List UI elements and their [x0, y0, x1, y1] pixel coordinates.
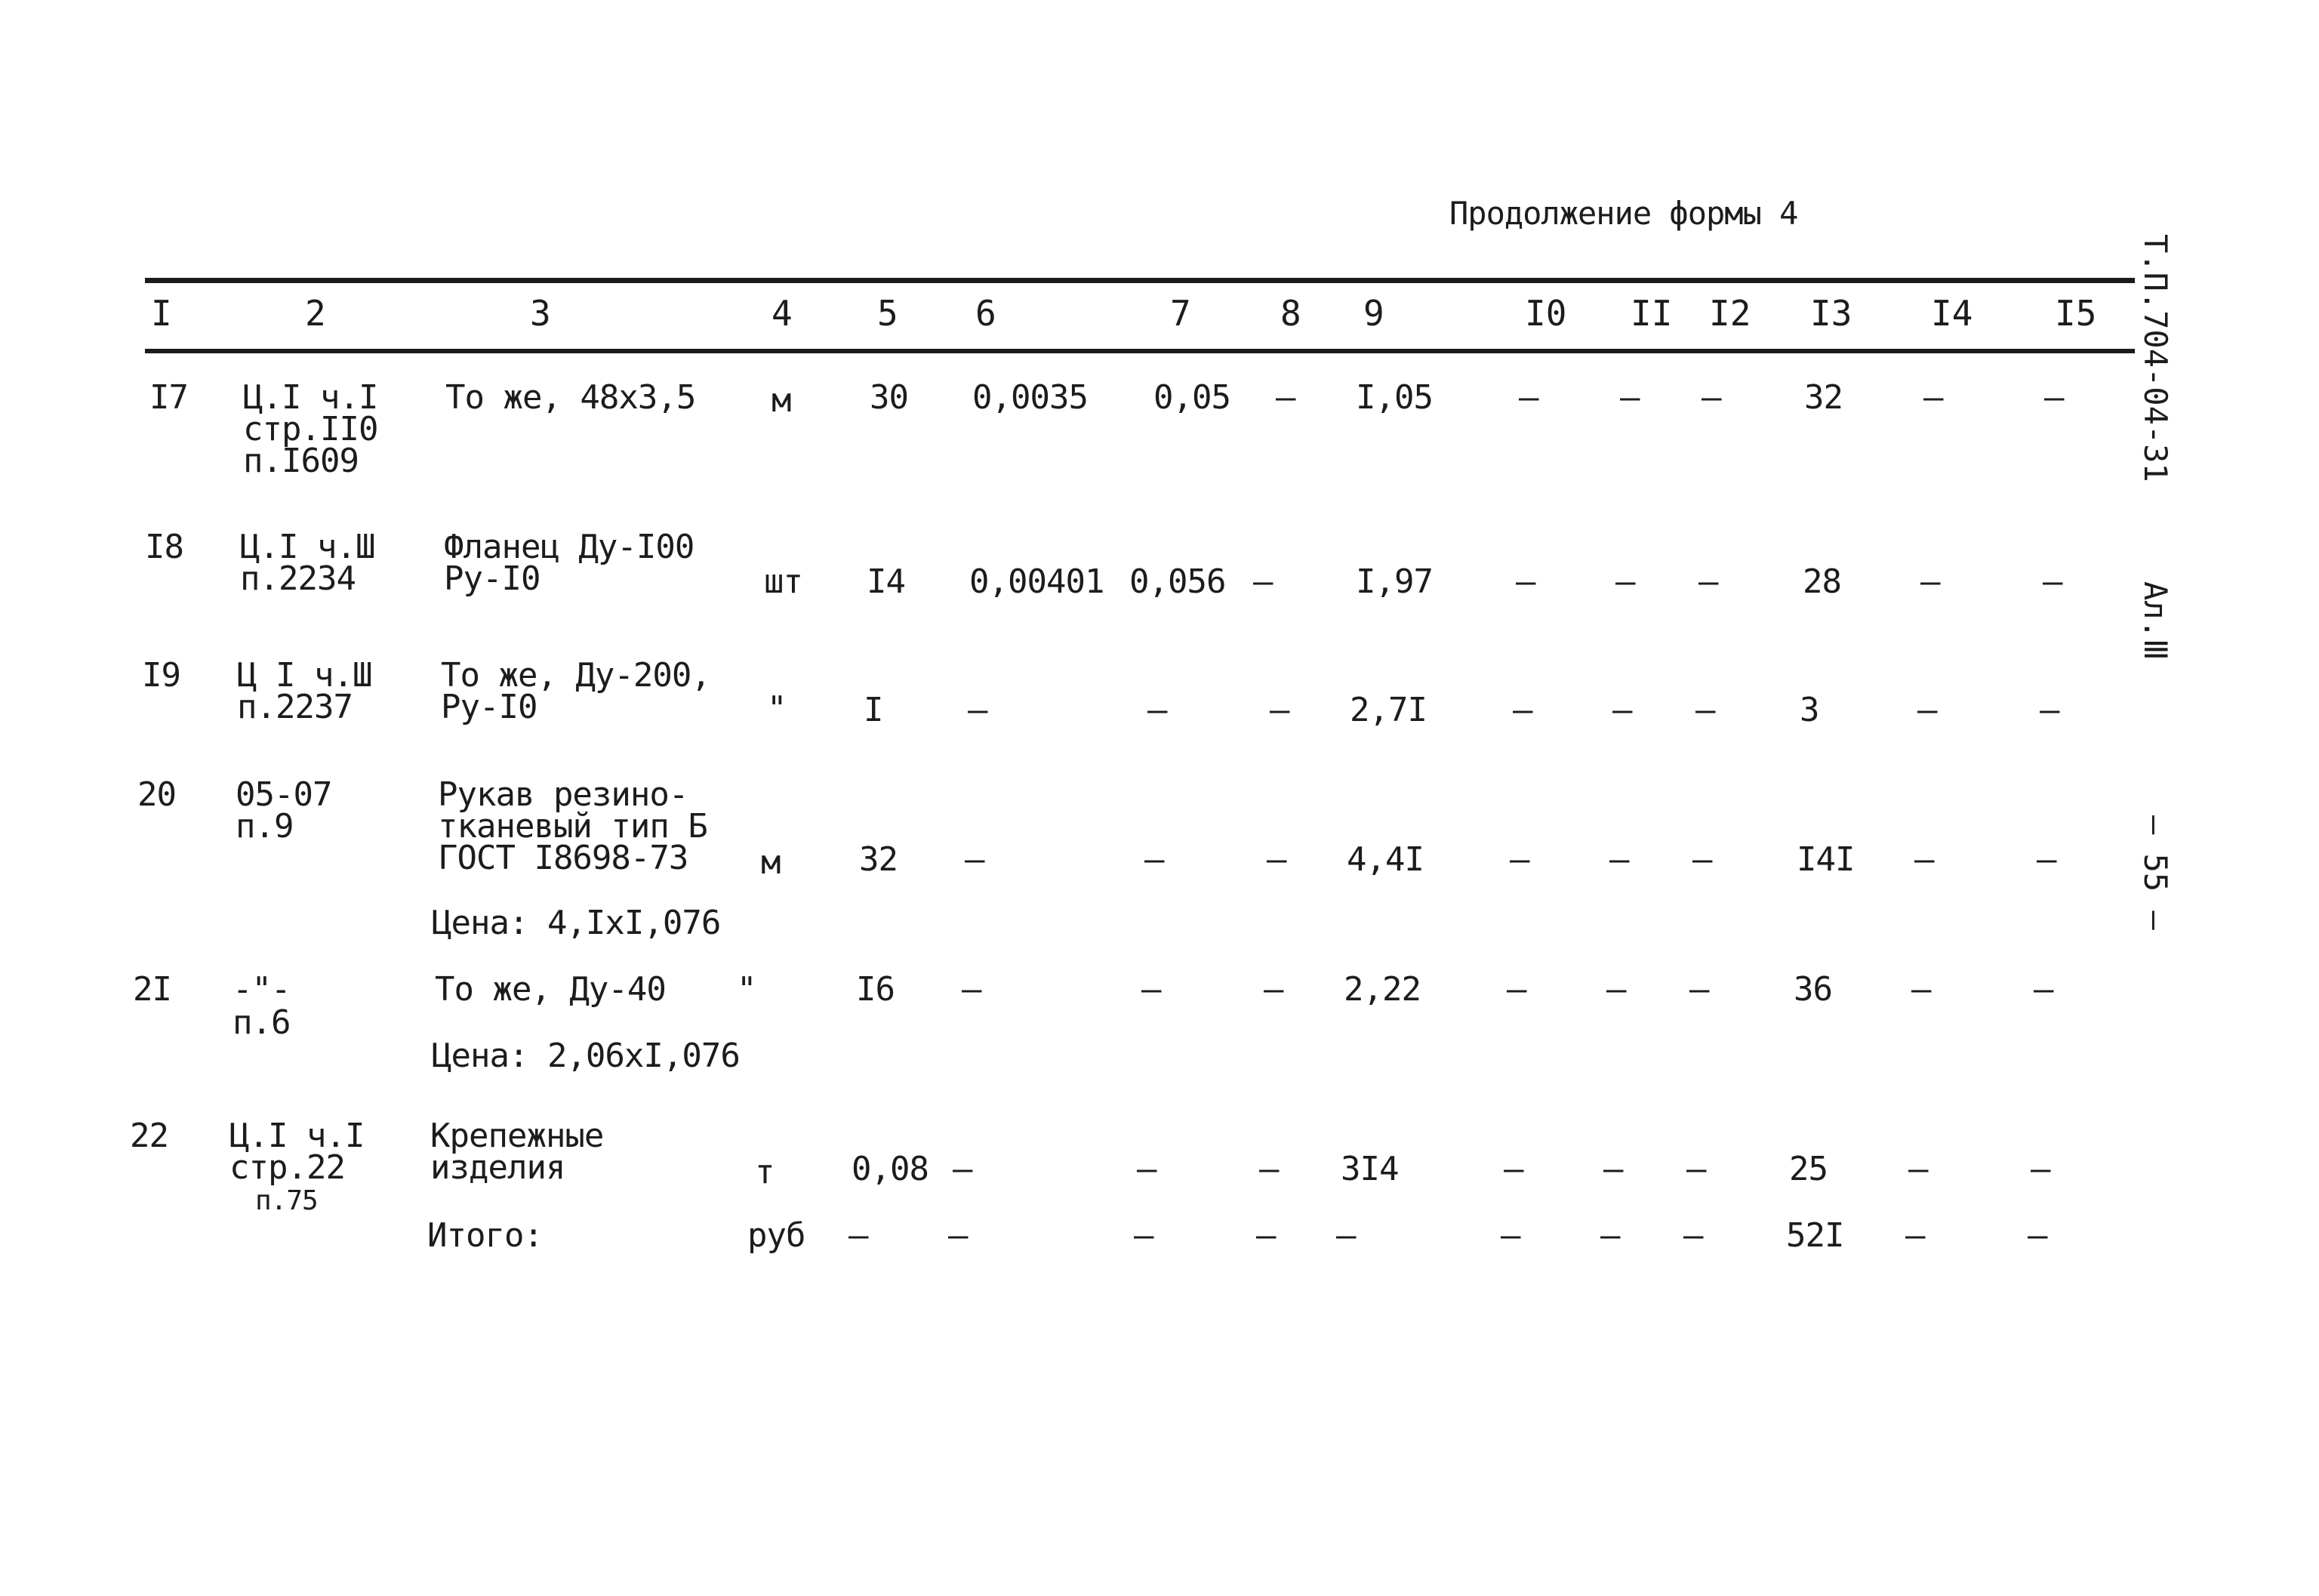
row-col7: – [1137, 1150, 1156, 1188]
row-col8: – [1270, 691, 1289, 729]
row-col9: 2,22 [1344, 970, 1421, 1009]
row-col6: – [968, 691, 987, 729]
total-col8: – [1256, 1216, 1276, 1255]
col-header-8: 8 [1280, 293, 1301, 334]
continuation-note: Продолжение формы 4 [1449, 195, 1798, 232]
total-col7: – [1134, 1216, 1153, 1255]
row-unit: м [771, 381, 791, 420]
row-col11: – [1609, 840, 1629, 879]
row-col7: 0,05 [1153, 378, 1230, 417]
row-col12: – [1695, 691, 1715, 729]
row-col12: – [1686, 1150, 1706, 1188]
col-header-3: 3 [530, 293, 551, 334]
row-number: I8 [145, 528, 183, 566]
margin-page-number: — 55 — [2137, 815, 2174, 930]
row-col5: 32 [859, 840, 898, 879]
col-header-10: I0 [1525, 293, 1567, 334]
row-name-line: тканевый тип Б [438, 807, 707, 846]
row-col5: 30 [870, 378, 908, 417]
row-col15: – [2040, 691, 2059, 729]
row-name-line: Крепежные [430, 1117, 604, 1155]
row-reference-line: Ц.I ч.I [229, 1117, 365, 1155]
row-col15: – [2034, 970, 2053, 1009]
row-col14: – [1923, 378, 1943, 417]
row-col5: I4 [867, 562, 905, 601]
total-col9: – [1336, 1216, 1356, 1255]
row-reference-line: стр.22 [229, 1148, 345, 1187]
row-price-note: Цена: 2,06xI,076 [432, 1037, 740, 1075]
row-reference-line: п.9 [236, 807, 294, 846]
row-number: 20 [137, 775, 176, 814]
row-col13: 32 [1804, 378, 1843, 417]
col-header-9: 9 [1363, 293, 1384, 334]
total-col13: 52I [1786, 1216, 1844, 1255]
row-unit: шт [764, 562, 802, 601]
row-reference-line: 05-07 [236, 775, 332, 814]
row-reference-line: -"- [233, 970, 291, 1009]
row-col9: 2,7I [1350, 691, 1427, 729]
row-reference-line: п.2234 [240, 559, 356, 598]
row-col9: 4,4I [1347, 840, 1424, 879]
row-name-line: Ру-I0 [441, 688, 537, 726]
total-col11: – [1600, 1216, 1620, 1255]
row-col8: – [1276, 378, 1295, 417]
row-col10: – [1519, 378, 1538, 417]
row-name-line: Рукав резино- [438, 775, 688, 814]
row-col10: – [1507, 970, 1526, 1009]
total-col10: – [1501, 1216, 1520, 1255]
row-col15: – [2043, 562, 2062, 601]
row-reference-line: Ц.I ч.I [243, 378, 378, 417]
row-name-line: Ру-I0 [444, 559, 540, 598]
row-col12: – [1702, 378, 1721, 417]
row-col13: 3 [1800, 691, 1819, 729]
row-reference-line: п.I609 [243, 442, 359, 480]
row-unit: т [755, 1153, 775, 1191]
row-number: I7 [149, 378, 188, 417]
col-header-12: I2 [1709, 293, 1751, 334]
row-reference-line: п.2237 [237, 688, 353, 726]
row-col9: 3I4 [1341, 1150, 1399, 1188]
row-reference-line: Ц.I ч.Ш [240, 528, 375, 566]
row-col14: – [1914, 840, 1934, 879]
col-header-5: 5 [877, 293, 898, 334]
row-col11: – [1603, 1150, 1623, 1188]
total-label: Итого: [427, 1216, 543, 1255]
row-reference-line: п.75 [255, 1185, 318, 1216]
margin-album: Ал.Ⅲ [2137, 581, 2174, 661]
row-col6: 0,0035 [972, 378, 1088, 417]
row-col7: – [1141, 970, 1161, 1009]
row-col6: 0,00401 [969, 562, 1104, 601]
row-name-line: ГОСТ I8698-73 [438, 839, 688, 877]
row-col6: – [953, 1150, 972, 1188]
row-col7: – [1144, 840, 1164, 879]
col-header-14: I4 [1931, 293, 1973, 334]
row-col5: 0,08 [852, 1150, 929, 1188]
row-col11: – [1615, 562, 1635, 601]
row-col5: I6 [856, 970, 895, 1009]
row-col14: – [1917, 691, 1937, 729]
col-header-1: I [151, 293, 172, 334]
table-header-rule [145, 349, 2135, 353]
table-top-rule [145, 278, 2135, 283]
row-number: 2I [133, 970, 171, 1009]
row-price-note: Цена: 4,IxI,076 [432, 904, 721, 942]
row-col13: 28 [1803, 562, 1841, 601]
row-col12: – [1698, 562, 1718, 601]
total-unit: руб [747, 1216, 805, 1255]
row-col11: – [1606, 970, 1626, 1009]
row-name-line: То же, Ду-40 [435, 970, 666, 1009]
col-header-13: I3 [1810, 293, 1852, 334]
row-unit: " [767, 689, 787, 728]
col-header-4: 4 [771, 293, 793, 334]
row-col9: I,97 [1356, 562, 1433, 601]
row-col12: – [1689, 970, 1709, 1009]
col-header-6: 6 [975, 293, 996, 334]
total-col15: – [2028, 1216, 2047, 1255]
row-reference-line: п.6 [233, 1003, 291, 1042]
total-col6: – [948, 1216, 968, 1255]
row-unit: м [761, 843, 781, 882]
row-unit: " [737, 970, 756, 1009]
row-col14: – [1920, 562, 1940, 601]
row-col8: – [1267, 840, 1286, 879]
row-name-line: изделия [430, 1148, 565, 1187]
row-col14: – [1911, 970, 1931, 1009]
row-col11: – [1612, 691, 1632, 729]
row-col12: – [1692, 840, 1712, 879]
col-header-11: II [1631, 293, 1673, 334]
row-col15: – [2031, 1150, 2050, 1188]
row-reference-line: Ц I ч.Ш [237, 656, 372, 695]
row-col15: – [2044, 378, 2064, 417]
col-header-15: I5 [2055, 293, 2097, 334]
row-col7: 0,056 [1129, 562, 1226, 601]
total-col5: – [848, 1216, 868, 1255]
row-col6: – [962, 970, 981, 1009]
row-col10: – [1513, 691, 1532, 729]
row-name-line: То же, 48х3,5 [445, 378, 696, 417]
row-col10: – [1510, 840, 1529, 879]
row-name-line: То же, Ду-200, [441, 656, 710, 695]
row-col11: – [1620, 378, 1640, 417]
row-col8: – [1253, 562, 1273, 601]
margin-doc-code: Т.П.704-04-31 [2137, 234, 2174, 482]
row-col5: I [864, 691, 883, 729]
row-number: 22 [130, 1117, 168, 1155]
row-col13: 36 [1794, 970, 1832, 1009]
row-col15: – [2037, 840, 2056, 879]
row-col7: – [1147, 691, 1167, 729]
row-col13: I4I [1797, 840, 1855, 879]
row-col8: – [1264, 970, 1283, 1009]
row-col10: – [1516, 562, 1535, 601]
row-number: I9 [142, 656, 180, 695]
row-col6: – [965, 840, 984, 879]
row-col9: I,05 [1356, 378, 1433, 417]
row-reference-line: стр.II0 [243, 410, 378, 448]
row-col8: – [1259, 1150, 1279, 1188]
row-col14: – [1908, 1150, 1928, 1188]
total-col12: – [1683, 1216, 1703, 1255]
row-col10: – [1504, 1150, 1523, 1188]
row-col13: 25 [1789, 1150, 1828, 1188]
row-name-line: Фланец Ду-I00 [444, 528, 694, 566]
col-header-2: 2 [305, 293, 326, 334]
col-header-7: 7 [1170, 293, 1191, 334]
total-col14: – [1905, 1216, 1925, 1255]
